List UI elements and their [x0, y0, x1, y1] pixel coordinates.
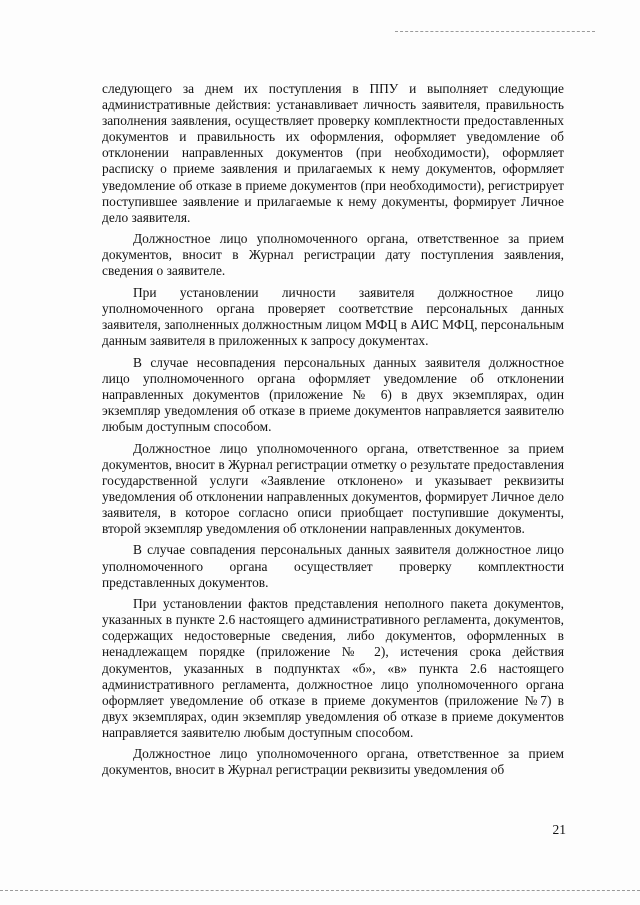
paragraph: Должностное лицо уполномоченного органа, ответственное за прием документов, вносит в Журнал регистрации реквизиты уведомления об [102, 746, 564, 778]
paragraph: следующего за днем их поступления в ППУ и выполняет следующие административные действия: устанавливает личность заявителя, правильность заполнения заявления, осуществляет проверку комплектности предоставленных документов и правильность их оформления, оформляет уведомление об отклонении направленных документов (при необходимости), оформляет расписку о приеме заявления и прилагаемых к нему документов, оформляет уведомление об отказе в приеме документов (при необходимости), регистрирует поступившее заявление и прилагаемые к нему документы, формирует Личное дело заявителя. [102, 81, 564, 225]
paragraph: При установлении личности заявителя должностное лицо уполномоченного органа проверяет соответствие персональных данных заявителя, заполненных должностным лицом МФЦ в АИС МФЦ, персональным данным заявителя в приложенных к запросу документах. [102, 284, 564, 349]
paragraph: В случае несовпадения персональных данных заявителя должностное лицо уполномоченного органа оформляет уведомление об отклонении направленных документов (приложение № 6) в двух экземплярах, один экземпляр уведомления об отказе в приеме документов направляется заявителю любым доступным способом. [102, 354, 564, 435]
scan-artifact-line [395, 31, 595, 32]
paragraph: При установлении фактов представления неполного пакета документов, указанных в пункте 2.6 настоящего административного регламента, документов, содержащих недостоверные сведения, либо документов, оформленных в ненадлежащем порядке (приложение № 2), истечения срока действия документов, указанных в подпунктах «б», «в» пункта 2.6 настоящего административного регламента, должностное лицо уполномоченного органа оформляет уведомление об отказе в приеме документов (приложение №7) в двух экземплярах, один экземпляр уведомления об отказе в приеме документов направляется заявителю любым доступным способом. [102, 596, 564, 740]
paragraph: В случае совпадения персональных данных заявителя должностное лицо уполномоченного органа осуществляет проверку комплектности представленных документов. [102, 542, 564, 590]
page-number: 21 [552, 822, 566, 837]
body-text [102, 81, 564, 784]
paragraph: Должностное лицо уполномоченного органа, ответственное за прием документов, вносит в Журнал регистрации дату поступления заявления, сведения о заявителе. [102, 231, 564, 279]
paragraph: Должностное лицо уполномоченного органа, ответственное за прием документов, вносит в Журнал регистрации отметку о результате предоставления государственной услуги «Заявление отклонено» и указывает реквизиты уведомления об отклонении направленных документов, формирует Личное дело заявителя, в которое согласно описи приобщает поступившие документы, второй экземпляр уведомления об отклонении направленных документов. [102, 440, 564, 536]
scan-artifact-line [0, 890, 640, 891]
